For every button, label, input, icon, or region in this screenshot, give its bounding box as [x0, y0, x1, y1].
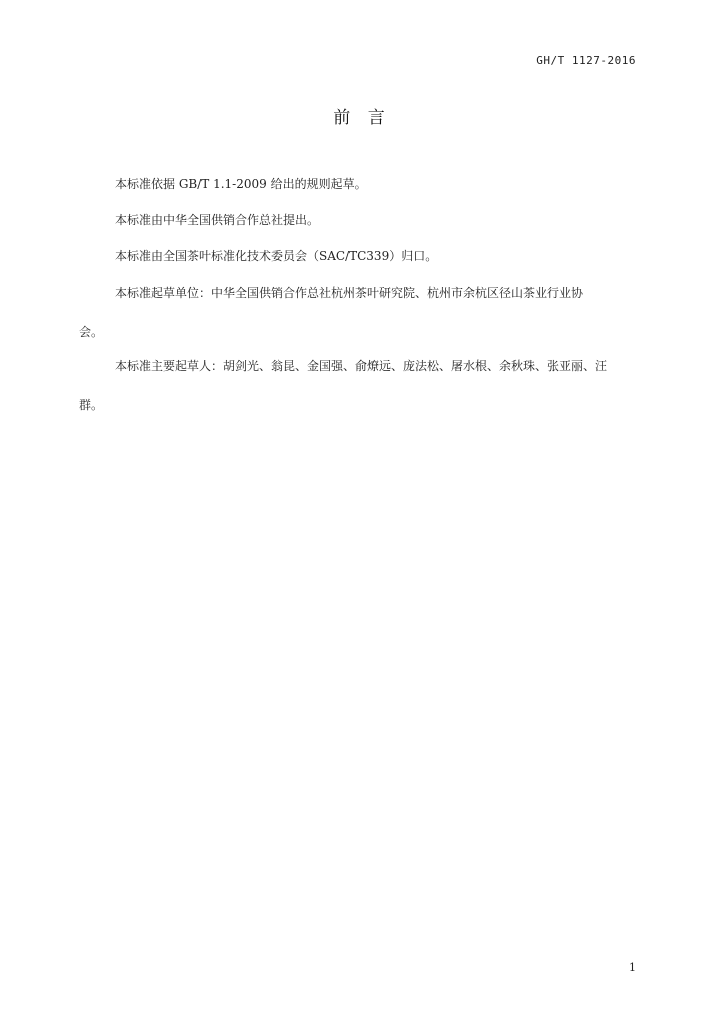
paragraph-proposer	[88, 214, 636, 226]
paragraph-text: 本标准由中华全国供销合作总社提出。	[115, 213, 320, 227]
paragraph-text-continued: 群。	[79, 398, 104, 412]
paragraph-text: 本标准起草单位：中华全国供销合作总社杭州茶叶研究院、杭州市余杭区径山茶业行业协	[115, 286, 584, 300]
standard-code: GH/T 1127-2016	[536, 54, 636, 67]
paragraph-text-continued: 会。	[79, 325, 104, 339]
page-number: 1	[629, 961, 636, 974]
paragraph-responsible-committee	[88, 250, 636, 262]
page-title: 前 言	[333, 108, 391, 128]
paragraph-text: 本标准由全国茶叶标准化技术委员会（SAC/TC339）归口。	[115, 249, 438, 263]
paragraph-drafting-rules	[88, 178, 636, 190]
paragraph-main-drafters	[79, 359, 636, 412]
paragraph-text: 本标准依据 GB/T 1.1-2009 给出的规则起草。	[115, 177, 367, 191]
paragraph-drafting-units	[79, 286, 636, 339]
paragraph-text: 本标准主要起草人：胡剑光、翁昆、金国强、俞燎远、庞法松、屠水根、余秋珠、张亚丽、汪	[115, 359, 608, 373]
